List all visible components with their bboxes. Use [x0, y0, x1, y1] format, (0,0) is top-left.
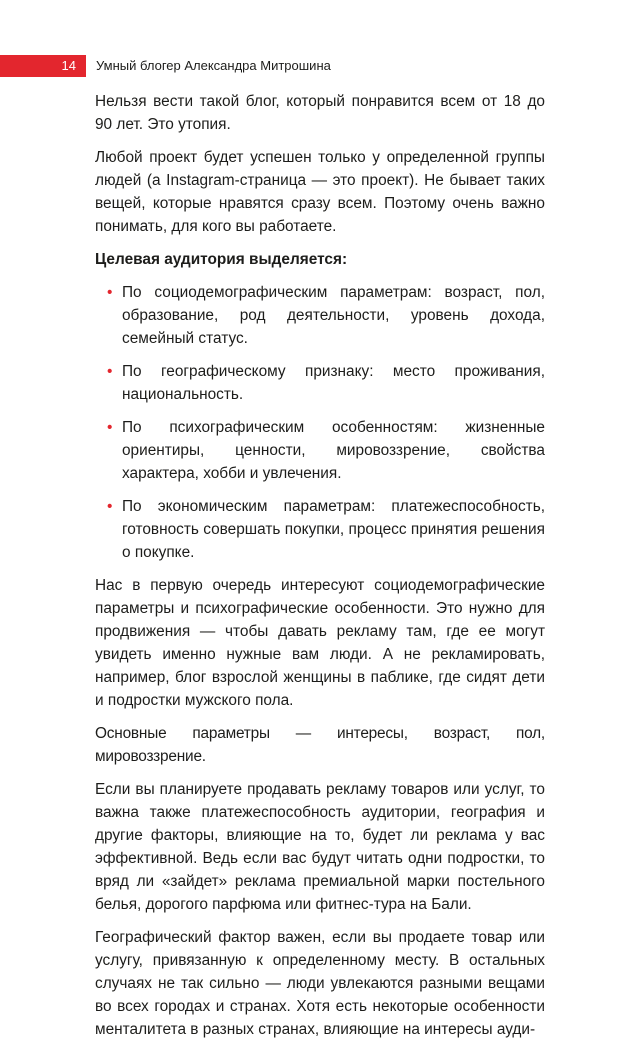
bullet-text: По географическому признаку: место проживания, национальность.: [122, 363, 545, 403]
bullet-item: [95, 281, 545, 350]
paragraph: Любой проект будет успешен только у определенной группы людей (а Instagram-страница — это проект). Не бывает таких вещей, которые нравятся сразу всем. Поэтому очень важно понимать, для кого вы работаете.: [95, 149, 545, 235]
running-title: Умный блогер Александра Митрошина: [96, 58, 331, 73]
bullet-text: По психографическим особенностям: жизненные ориентиры, ценности, мировоззрение, свойства характера, хобби и увлечения.: [122, 419, 545, 482]
paragraph: Основные параметры — интересы, возраст, пол, мировоззрение.: [95, 725, 545, 765]
bullet-item: [95, 416, 545, 485]
bullet-text: По социодемографическим параметрам: возраст, пол, образование, род деятельности, уровень дохода, семейный статус.: [122, 284, 545, 347]
bullet-dot-icon: •: [107, 363, 113, 380]
bullet-item: [95, 495, 545, 564]
paragraph: Нельзя вести такой блог, который понравится всем от 18 до 90 лет. Это утопия.: [95, 93, 545, 133]
running-header: [0, 55, 619, 77]
paragraph: Географический фактор важен, если вы продаете товар или услугу, привязанную к определенному месту. В остальных случаях не так сильно — люди увлекаются разными вещами во всех городах и странах. Хотя есть некоторые особенности менталитета в разных странах, влияющие на интересы ауди-: [95, 929, 545, 1038]
bullet-dot-icon: •: [107, 419, 113, 436]
bullet-dot-icon: •: [107, 498, 113, 515]
bullet-dot-icon: •: [107, 284, 113, 301]
paragraph: Нас в первую очередь интересуют социодемографические параметры и психографические особенности. Это нужно для продвижения — чтобы давать рекламу там, где ее могут увидеть именно нужные вам люди. А не рекламировать, например, блог взрослой женщины в паблике, где сидят дети и подростки мужского пола.: [95, 577, 545, 709]
page-number: 14: [61, 58, 76, 73]
section-subheading: Целевая аудитория выделяется:: [95, 251, 348, 268]
bullet-text: По экономическим параметрам: платежеспособность, готовность совершать покупки, процесс принятия решения о покупке.: [122, 498, 545, 561]
paragraph: Если вы планируете продавать рекламу товаров или услуг, то важна также платежеспособность аудитории, география и другие факторы, влияющие на то, будет ли реклама у вас эффективной. Ведь если вас будут читать одни подростки, то вряд ли «зайдет» реклама премиальной марки постельного белья, дорогого парфюма или фитнес-тура на Бали.: [95, 781, 545, 913]
page-body: [95, 90, 545, 1051]
bullet-list: [95, 281, 545, 564]
bullet-item: [95, 360, 545, 406]
page-number-box: [0, 55, 86, 77]
